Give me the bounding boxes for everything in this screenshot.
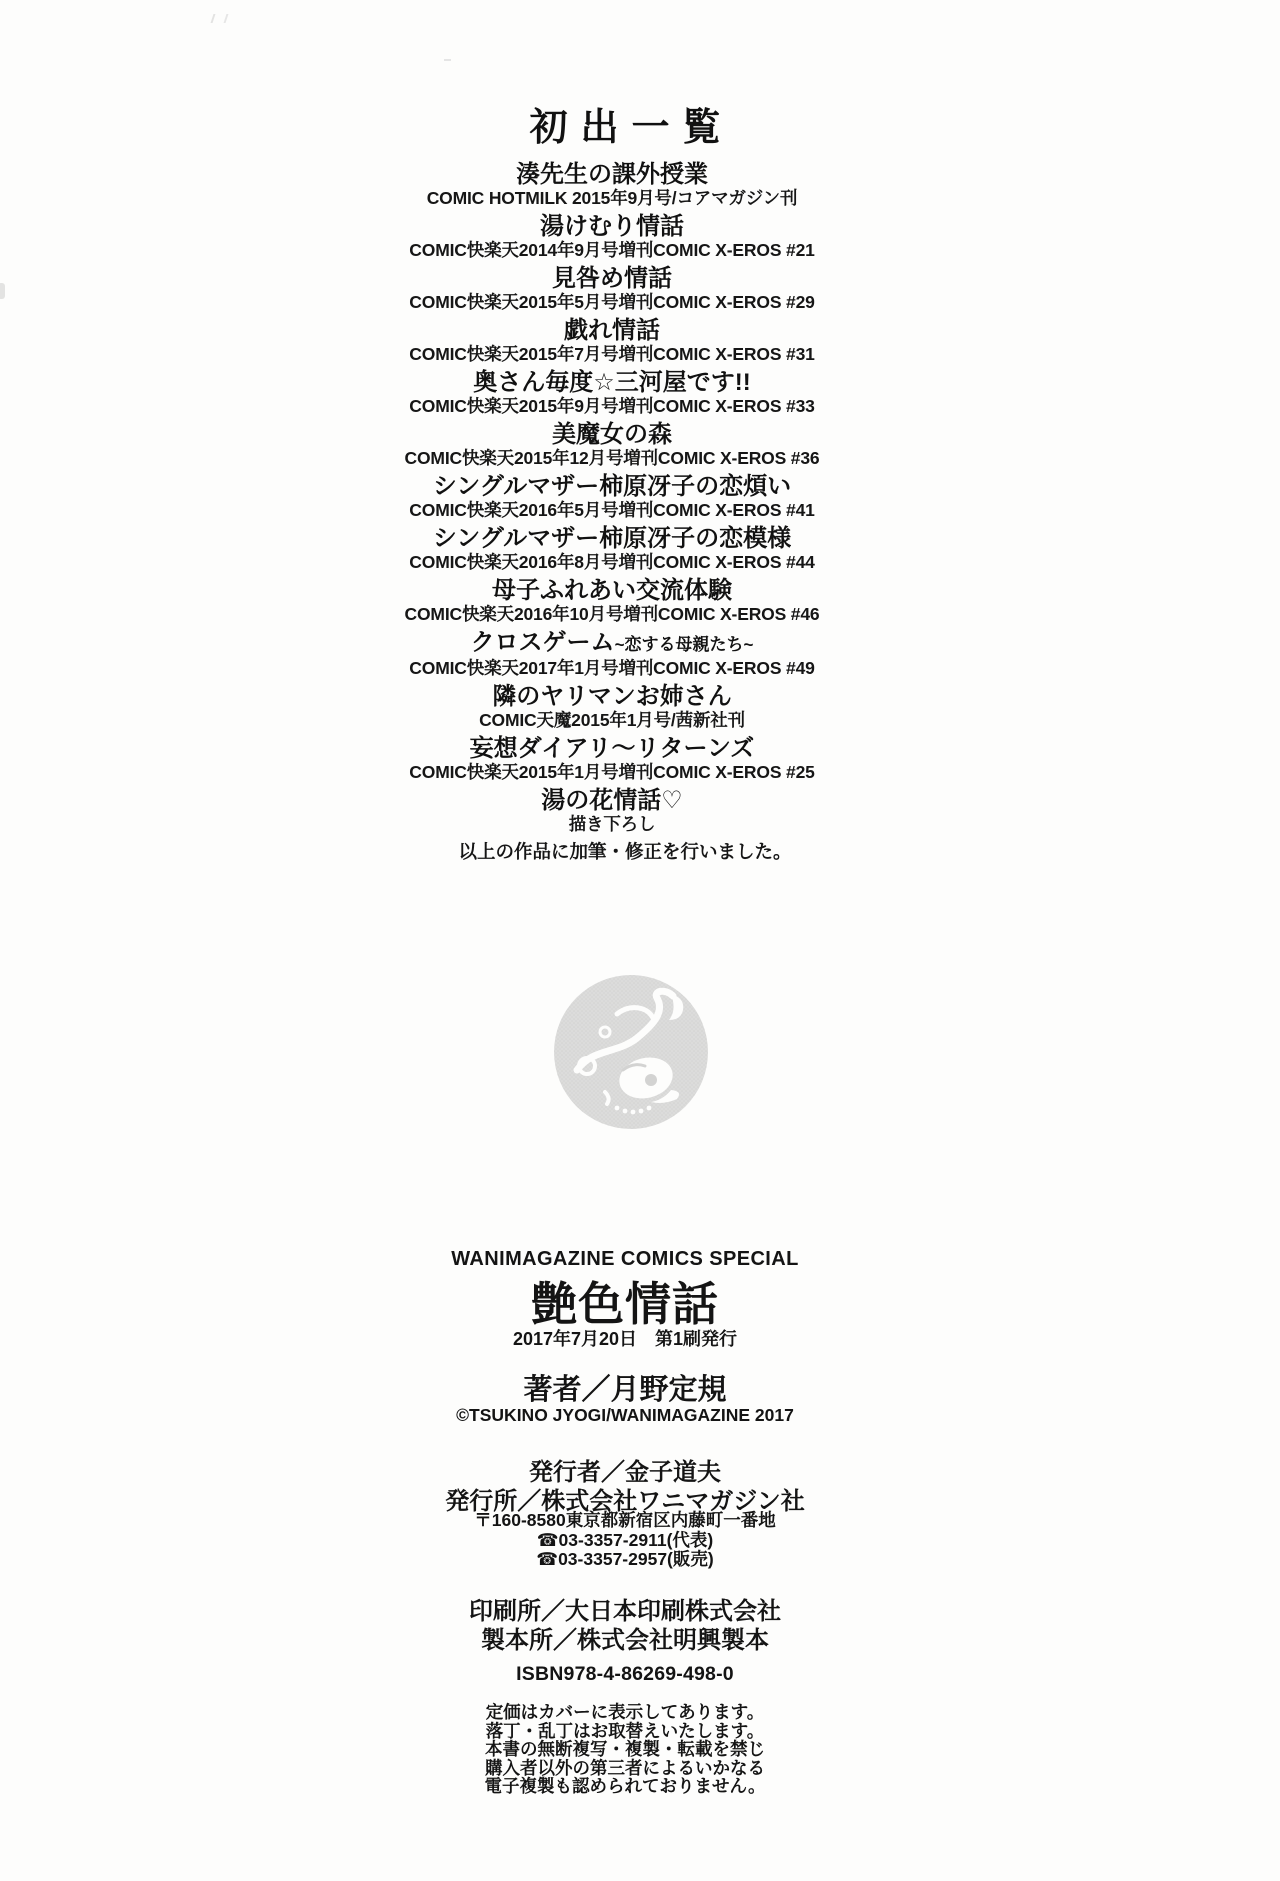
work-source: COMIC快楽天2016年8月号増刊COMIC X-EROS #44 xyxy=(409,552,815,572)
work-title: シングルマザー柿原冴子の恋煩い xyxy=(432,473,792,500)
work-source: COMIC快楽天2015年9月号増刊COMIC X-EROS #33 xyxy=(409,396,815,416)
work-source: COMIC快楽天2016年10月号増刊COMIC X-EROS #46 xyxy=(404,604,820,624)
legal-notice-line: 電子複製も認められておりません。 xyxy=(484,1776,766,1797)
phone-main: ☎03-3357-2911(代表) xyxy=(536,1530,714,1550)
legal-notices xyxy=(0,1703,1250,1796)
work-source: 描き下ろし xyxy=(568,814,656,834)
copyright-line: ©TSUKINO JYOGI/WANIMAGAZINE 2017 xyxy=(456,1405,794,1425)
series-label: WANIMAGAZINE COMICS SPECIAL xyxy=(451,1248,799,1270)
work-source: COMIC HOTMILK 2015年9月号/コアマガジン刊 xyxy=(426,188,798,208)
work-item xyxy=(0,578,1224,624)
work-item xyxy=(0,370,1224,416)
work-title: クロスゲーム~恋する母親たち~ xyxy=(470,629,754,656)
work-title: 妄想ダイアリ～リターンズ xyxy=(469,735,755,762)
work-source: COMIC快楽天2016年5月号増刊COMIC X-EROS #41 xyxy=(409,500,815,520)
work-title: 湯の花情話♡ xyxy=(541,787,683,814)
work-source: COMIC快楽天2014年9月号増刊COMIC X-EROS #21 xyxy=(409,240,815,260)
work-item xyxy=(0,266,1224,312)
binder-line: 製本所／株式会社明興製本 xyxy=(481,1627,769,1654)
phone-sales: ☎03-3357-2957(販売) xyxy=(536,1549,714,1569)
work-source: COMIC天魔2015年1月号/茜新社刊 xyxy=(479,710,745,730)
work-item xyxy=(0,474,1224,520)
work-title: 湊先生の課外授業 xyxy=(516,161,708,188)
scan-artifact xyxy=(211,14,229,23)
work-source: COMIC快楽天2015年7月号増刊COMIC X-EROS #31 xyxy=(409,344,815,364)
page-title: 初出一覧 xyxy=(529,107,734,149)
work-title: 奥さん毎度☆三河屋です!! xyxy=(473,369,751,396)
work-source: COMIC快楽天2017年1月号増刊COMIC X-EROS #49 xyxy=(409,658,815,678)
work-item xyxy=(0,422,1224,468)
author-line: 著者／月野定規 xyxy=(523,1374,727,1406)
isbn: ISBN978-4-86269-498-0 xyxy=(516,1663,734,1685)
work-title: 湯けむり情話 xyxy=(540,213,684,240)
work-title: シングルマザー柿原冴子の恋模様 xyxy=(432,525,792,552)
scan-artifact xyxy=(444,59,451,61)
legal-notice-line: 購入者以外の第三者によるいかなる xyxy=(485,1757,765,1778)
work-title: 母子ふれあい交流体験 xyxy=(492,577,732,604)
work-item xyxy=(0,736,1224,782)
publisher-address: 〒160-8580東京都新宿区内藤町一番地 xyxy=(474,1510,776,1530)
work-item xyxy=(0,684,1224,730)
first-publication-list xyxy=(0,162,1224,840)
print-date: 2017年7月20日 第1刷発行 xyxy=(512,1329,738,1349)
work-item xyxy=(0,214,1224,260)
work-title: 隣のヤリマンお姉さん xyxy=(492,683,732,710)
work-item xyxy=(0,630,1224,678)
dragon-seal-watermark-icon xyxy=(553,974,709,1130)
legal-notice-line: 本書の無断複写・複製・転載を禁じ xyxy=(485,1739,765,1760)
work-item xyxy=(0,526,1224,572)
work-source: COMIC快楽天2015年12月号増刊COMIC X-EROS #36 xyxy=(404,448,820,468)
work-item xyxy=(0,318,1224,364)
revision-note: 以上の作品に加筆・修正を行いました。 xyxy=(458,841,792,862)
printer-line: 印刷所／大日本印刷株式会社 xyxy=(469,1598,781,1625)
work-item xyxy=(0,788,1224,834)
work-title: 見咎め情話 xyxy=(552,265,672,292)
publisher-company-line: 発行所／株式会社ワニマガジン社 xyxy=(445,1488,805,1515)
work-title: 戯れ情話 xyxy=(564,317,660,344)
work-title-suffix: ~恋する母親たち~ xyxy=(614,635,754,654)
work-source: COMIC快楽天2015年1月号増刊COMIC X-EROS #25 xyxy=(409,762,815,782)
work-title: 美魔女の森 xyxy=(552,421,672,448)
publisher-person-line: 発行者／金子道夫 xyxy=(529,1459,721,1486)
work-source: COMIC快楽天2015年5月号増刊COMIC X-EROS #29 xyxy=(409,292,815,312)
work-item xyxy=(0,162,1224,208)
legal-notice-line: 落丁・乱丁はお取替えいたします。 xyxy=(485,1720,765,1741)
book-title: 艶色情話 xyxy=(531,1278,719,1330)
legal-notice-line: 定価はカバーに表示してあります。 xyxy=(485,1702,765,1722)
